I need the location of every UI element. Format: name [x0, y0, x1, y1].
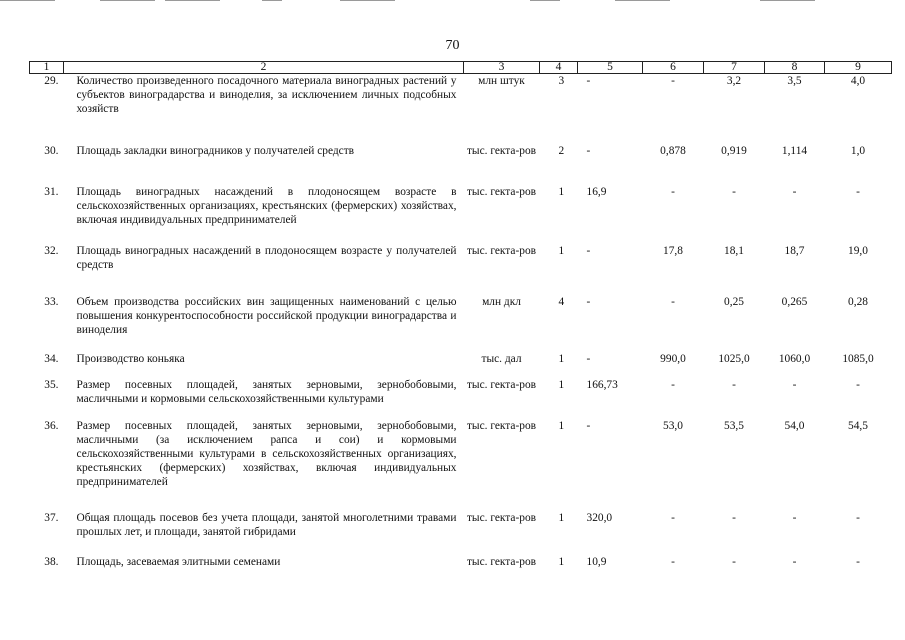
col4-value: 1: [558, 556, 565, 568]
table-row: [30, 244, 892, 295]
unit-cell: тыс. гекта-ров: [466, 145, 537, 157]
col5-value: 320,0: [586, 512, 613, 524]
page-number: 70: [445, 38, 460, 53]
table-row: [30, 295, 892, 352]
col9-value: 54,5: [848, 420, 868, 432]
col9-value: -: [856, 556, 860, 568]
unit-cell: тыс. гекта-ров: [466, 420, 537, 432]
col8-value: -: [792, 186, 797, 198]
column-header: 6: [643, 62, 704, 74]
unit-cell: тыс. гекта-ров: [466, 556, 537, 568]
column-header: 4: [540, 62, 578, 74]
col8-value: 18,7: [784, 245, 805, 257]
indicator-name: Производство коньяка: [76, 353, 185, 365]
table-row: [30, 74, 892, 137]
col8-value: 1060,0: [778, 353, 811, 365]
row-number: 32.: [44, 245, 59, 257]
col5-value: -: [586, 75, 591, 87]
col6-value: 17,8: [663, 245, 683, 257]
indicator-name: Количество произведенного посадочного материала виноградных растений у субъектов виноградарства и виноделия, за исключением личных подсобных хозяйств: [76, 75, 457, 115]
unit-cell: млн штук: [478, 75, 525, 87]
unit-cell: тыс. гекта-ров: [466, 379, 537, 391]
col5-value: -: [586, 420, 591, 432]
indicator-name: Размер посевных площадей, занятых зерновыми, зернобобовыми, масличными (за исключением рапса и сои) и кормовыми сельскохозяйственными культурами в сельскохозяйственных организациях, крестьянских (фермерских) хозяйствах, включая индивидуальных предпринимателей: [76, 420, 457, 488]
col6-value: -: [671, 512, 675, 524]
unit-cell: тыс. гекта-ров: [466, 512, 537, 524]
col7-value: -: [732, 379, 736, 391]
col4-value: 1: [558, 512, 565, 524]
col5-value: 16,9: [586, 186, 607, 198]
col4-value: 1: [558, 353, 565, 365]
column-header: 2: [64, 62, 464, 74]
col4-value: 1: [558, 379, 565, 391]
row-number: 29.: [44, 75, 59, 87]
col9-value: 0,28: [848, 296, 868, 308]
col7-value: 53,5: [724, 420, 744, 432]
col6-value: 990,0: [660, 353, 686, 365]
unit-cell: тыс. дал: [481, 353, 522, 365]
column-header: 1: [30, 62, 64, 74]
indicators-table: [29, 61, 892, 585]
col6-value: -: [671, 186, 675, 198]
col9-value: -: [856, 512, 860, 524]
col4-value: 4: [558, 296, 565, 308]
column-header: 8: [765, 62, 825, 74]
col5-value: 166,73: [586, 379, 618, 391]
col5-value: -: [586, 353, 591, 365]
col4-value: 2: [558, 145, 565, 157]
table-row: [30, 511, 892, 555]
col7-value: 0,919: [721, 145, 747, 157]
row-number: 36.: [44, 420, 59, 432]
row-number: 38.: [44, 556, 59, 568]
indicator-name: Площадь виноградных насаждений в плодоносящем возрасте у получателей средств: [76, 245, 457, 271]
column-header: 9: [825, 62, 892, 74]
col7-value: 3,2: [726, 75, 742, 87]
column-number-row: [30, 62, 892, 74]
col7-value: -: [732, 556, 736, 568]
col7-value: -: [732, 186, 736, 198]
col8-value: 3,5: [787, 75, 802, 87]
table-row: [30, 378, 892, 419]
col7-value: 0,25: [724, 296, 744, 308]
unit-cell: тыс. гекта-ров: [466, 245, 537, 257]
col8-value: -: [792, 379, 797, 391]
table-row: [30, 352, 892, 378]
indicator-name: Размер посевных площадей, занятых зерновыми, зернобобовыми, масличными и кормовыми сельскохозяйственными культурами: [76, 379, 457, 405]
col4-value: 3: [558, 75, 565, 87]
column-header: 7: [704, 62, 765, 74]
col5-value: -: [586, 145, 591, 157]
column-header: 5: [578, 62, 643, 74]
col4-value: 1: [558, 420, 565, 432]
col5-value: -: [586, 296, 591, 308]
table-row: [30, 555, 892, 585]
col9-value: 19,0: [848, 245, 868, 257]
col6-value: 0,878: [660, 145, 686, 157]
col9-value: -: [856, 379, 860, 391]
column-header: 3: [464, 62, 540, 74]
row-number: 35.: [44, 379, 59, 391]
col6-value: -: [671, 556, 675, 568]
col8-value: -: [792, 512, 797, 524]
row-number: 34.: [44, 353, 59, 365]
col4-value: 1: [558, 245, 565, 257]
row-number: 30.: [44, 145, 59, 157]
unit-cell: млн дкл: [482, 296, 521, 308]
indicator-name: Площадь, засеваемая элитными семенами: [76, 556, 281, 568]
unit-cell: тыс. гекта-ров: [466, 186, 537, 198]
col6-value: 53,0: [663, 420, 683, 432]
col6-value: -: [671, 379, 675, 391]
col6-value: -: [671, 296, 675, 308]
col4-value: 1: [558, 186, 565, 198]
col5-value: -: [586, 245, 591, 257]
row-number: 31.: [44, 186, 59, 198]
col8-value: 1,114: [781, 145, 808, 157]
col7-value: -: [732, 512, 736, 524]
col6-value: -: [671, 75, 675, 87]
col7-value: 18,1: [724, 245, 744, 257]
col5-value: 10,9: [586, 556, 607, 568]
indicator-name: Объем производства российских вин защищенных наименований с целью повышения конкурентоспособности российской продукции виноградарства и виноделия: [76, 296, 457, 336]
row-number: 33.: [44, 296, 59, 308]
col9-value: 1,0: [850, 145, 866, 157]
indicator-name: Площадь закладки виноградников у получателей средств: [76, 145, 355, 157]
col8-value: 54,0: [784, 420, 805, 432]
row-number: 37.: [44, 512, 59, 524]
indicator-name: Общая площадь посевов без учета площади, занятой многолетними травами прошлых лет, и площади, занятой гибридами: [76, 512, 457, 538]
col7-value: 1025,0: [718, 353, 750, 365]
table-row: [30, 136, 892, 185]
indicator-name: Площадь виноградных насаждений в плодоносящем возрасте в сельскохозяйственных организациях, крестьянских (фермерских) хозяйствах, включая индивидуальных предпринимателей: [76, 186, 457, 226]
scan-top-edge: [0, 0, 905, 2]
col8-value: -: [792, 556, 797, 568]
col9-value: 4,0: [850, 75, 866, 87]
col8-value: 0,265: [781, 296, 808, 308]
table-row: [30, 185, 892, 244]
col9-value: 1085,0: [842, 353, 874, 365]
table-row: [30, 419, 892, 511]
col9-value: -: [856, 186, 860, 198]
